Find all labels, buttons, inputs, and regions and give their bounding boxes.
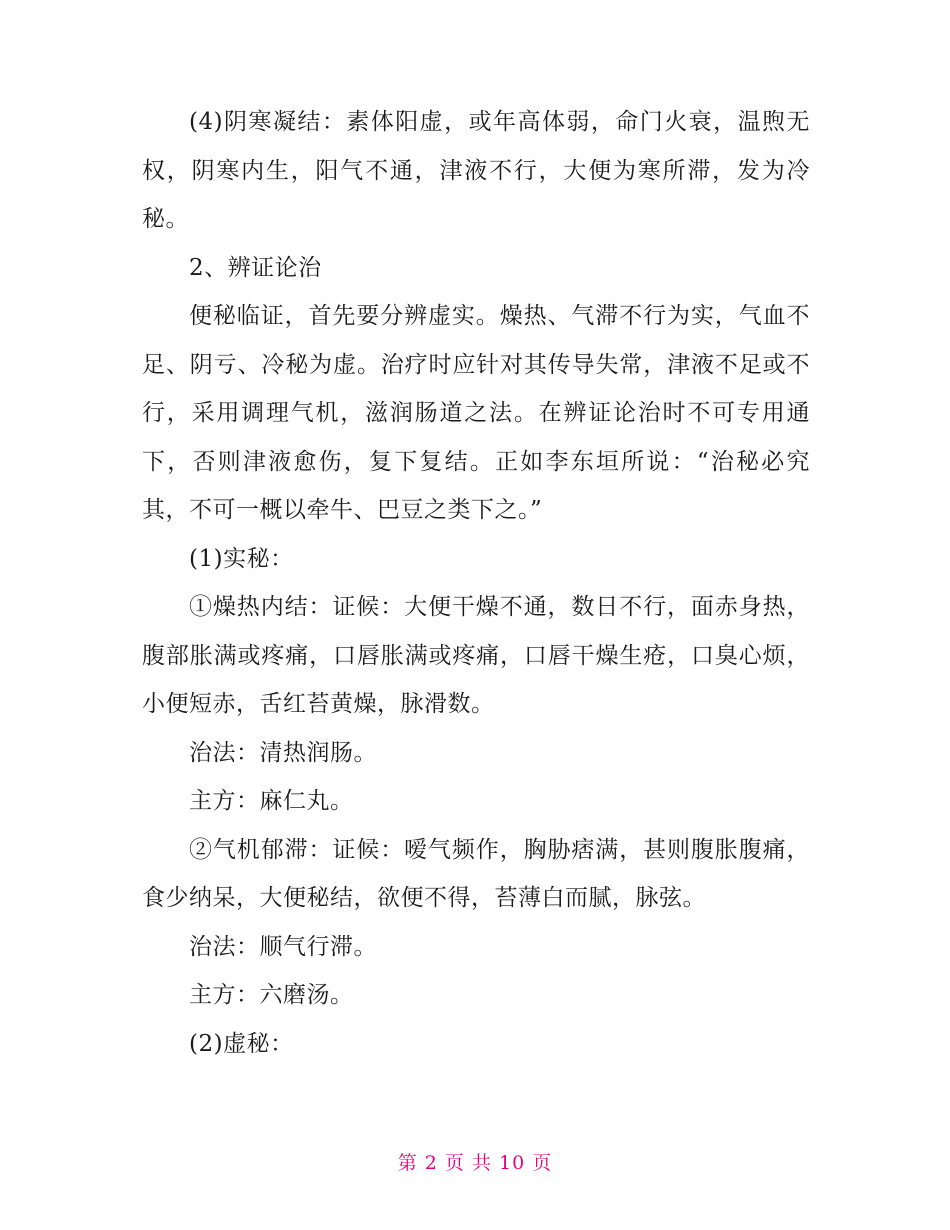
- paragraph-qi-stagnation: ②气机郁滞：证候：嗳气频作，胸胁痞满，甚则腹胀腹痛，食少纳呆，大便秘结，欲便不得，苔薄白而腻，脉弦。: [142, 836, 810, 911]
- paragraph-formula-1: 主方：麻仁丸。: [189, 788, 354, 814]
- paragraph-differentiation-intro: 便秘临证，首先要分辨虚实。燥热、气滞不行为实，气血不足、阴亏、冷秘为虚。治疗时应针对其传导失常，津液不足或不行，采用调理气机，滋润肠道之法。在辨证论治时不可专用通下，否则津液愈伤，复下复结。正如李东垣所说：“治秘必究其，不可一概以牵牛、巴豆之类下之。”: [142, 303, 810, 523]
- paragraph-formula-2: 主方：六磨汤。: [189, 982, 354, 1008]
- subheading-excess-constipation: (1)实秘：: [189, 545, 294, 572]
- subheading-deficiency-constipation: (2)虚秘：: [189, 1030, 294, 1057]
- paragraph-yin-cold: (4)阴寒凝结：素体阳虚，或年高体弱，命门火衰，温煦无权，阴寒内生，阳气不通，津液不行，大便为寒所滞，发为冷秘。: [142, 109, 810, 232]
- paragraph-dry-heat: ①燥热内结：证候：大便干燥不通，数日不行，面赤身热，腹部胀满或疼痛，口唇胀满或疼痛，口唇干燥生疮，口臭心烦，小便短赤，舌红苔黄燥，脉滑数。: [142, 594, 810, 717]
- page-number-footer: 第 2 页 共 10 页: [397, 1152, 553, 1174]
- section-heading-differentiation: 2、辨证论治: [189, 254, 322, 281]
- paragraph-treatment-1: 治法：清热润肠。: [189, 739, 377, 766]
- paragraph-treatment-2: 治法：顺气行滞。: [189, 933, 377, 960]
- document-body: [142, 98, 810, 1068]
